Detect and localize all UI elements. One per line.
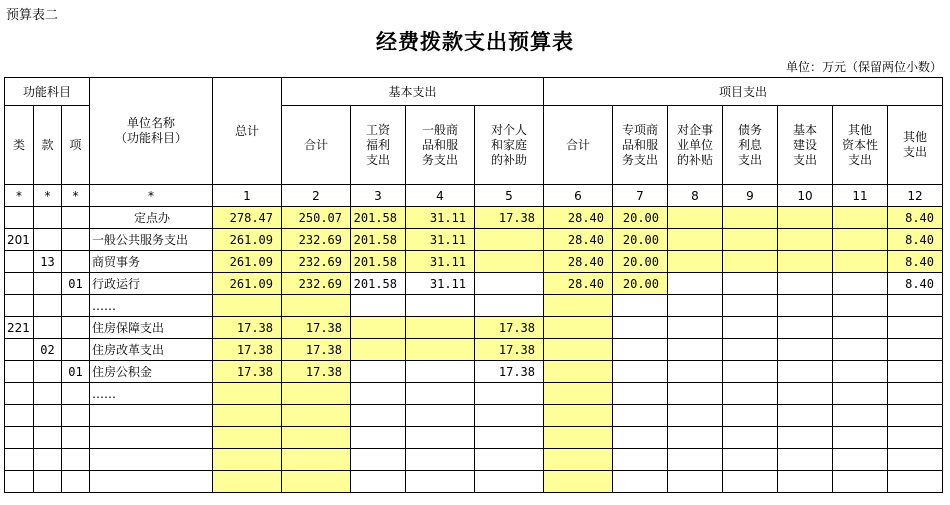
index-cell: * <box>90 185 213 207</box>
index-cell: * <box>34 185 62 207</box>
header-special-line3: 务支出 <box>621 152 658 167</box>
value-cell <box>613 317 668 339</box>
code-xiang <box>62 449 90 471</box>
value-cell <box>833 427 888 449</box>
value-cell <box>613 383 668 405</box>
value-cell <box>778 229 833 251</box>
code-xiang <box>62 405 90 427</box>
code-xiang: 01 <box>62 273 90 295</box>
budget-table <box>4 77 943 493</box>
value-cell: 232.69 <box>282 273 351 295</box>
value-cell <box>613 339 668 361</box>
index-cell: 10 <box>778 185 833 207</box>
value-cell <box>888 427 943 449</box>
value-cell <box>723 471 778 493</box>
header-wage-line2: 福利 <box>365 137 390 152</box>
value-cell <box>406 471 475 493</box>
value-cell <box>723 405 778 427</box>
unit-name-cell: …… <box>90 295 213 317</box>
value-cell: 17.38 <box>282 339 351 361</box>
value-cell: 31.11 <box>406 229 475 251</box>
value-cell <box>833 339 888 361</box>
code-xiang <box>62 427 90 449</box>
value-cell <box>475 471 544 493</box>
header-goods-line1: 一般商 <box>421 122 458 137</box>
value-cell <box>888 383 943 405</box>
value-cell <box>282 295 351 317</box>
value-cell <box>282 383 351 405</box>
value-cell <box>282 471 351 493</box>
value-cell <box>406 427 475 449</box>
code-xiang <box>62 383 90 405</box>
index-cell: 9 <box>723 185 778 207</box>
value-cell <box>544 317 613 339</box>
index-cell: 3 <box>351 185 406 207</box>
code-kuan <box>34 405 62 427</box>
value-cell <box>351 339 406 361</box>
value-cell <box>833 295 888 317</box>
value-cell <box>213 471 282 493</box>
value-cell <box>668 383 723 405</box>
unit-name-cell <box>90 427 213 449</box>
value-cell <box>778 449 833 471</box>
value-cell <box>475 427 544 449</box>
header-debt <box>723 106 778 185</box>
value-cell <box>351 383 406 405</box>
value-cell <box>406 361 475 383</box>
value-cell <box>475 295 544 317</box>
index-cell: 5 <box>475 185 544 207</box>
header-project-group: 项目支出 <box>544 78 943 106</box>
value-cell <box>723 251 778 273</box>
index-cell: 12 <box>888 185 943 207</box>
value-cell <box>723 383 778 405</box>
value-cell <box>213 427 282 449</box>
value-cell <box>888 317 943 339</box>
header-wage <box>351 106 406 185</box>
value-cell <box>723 317 778 339</box>
value-cell <box>778 471 833 493</box>
value-cell <box>888 295 943 317</box>
unit-name-cell: 一般公共服务支出 <box>90 229 213 251</box>
code-xiang <box>62 471 90 493</box>
value-cell <box>888 405 943 427</box>
code-kuan <box>34 229 62 251</box>
value-cell <box>778 251 833 273</box>
header-capital-line1: 其他 <box>847 122 872 137</box>
value-cell <box>544 361 613 383</box>
header-unit-name <box>90 78 213 185</box>
value-cell <box>833 449 888 471</box>
code-kuan <box>34 383 62 405</box>
value-cell <box>668 207 723 229</box>
value-cell <box>723 361 778 383</box>
header-construction-line1: 基本 <box>792 122 817 137</box>
header-personal-line1: 对个人 <box>490 122 527 137</box>
value-cell <box>613 427 668 449</box>
value-cell <box>723 207 778 229</box>
value-cell <box>778 383 833 405</box>
header-goods-line3: 务支出 <box>421 152 458 167</box>
unit-note: 单位：万元（保留两位小数） <box>785 60 942 74</box>
value-cell <box>668 361 723 383</box>
table-row <box>5 383 943 405</box>
value-cell: 31.11 <box>406 251 475 273</box>
value-cell: 8.40 <box>888 229 943 251</box>
value-cell <box>668 471 723 493</box>
unit-name-cell: 行政运行 <box>90 273 213 295</box>
value-cell <box>668 295 723 317</box>
value-cell: 201.58 <box>351 273 406 295</box>
value-cell: 8.40 <box>888 273 943 295</box>
code-lei <box>5 471 34 493</box>
value-cell <box>723 229 778 251</box>
value-cell <box>668 229 723 251</box>
value-cell <box>833 273 888 295</box>
value-cell <box>406 295 475 317</box>
header-wage-line1: 工资 <box>365 122 390 137</box>
value-cell <box>544 471 613 493</box>
code-xiang: 01 <box>62 361 90 383</box>
value-cell: 17.38 <box>475 207 544 229</box>
value-cell <box>723 273 778 295</box>
header-goods <box>406 106 475 185</box>
header-basic-group: 基本支出 <box>282 78 544 106</box>
table-row <box>5 295 943 317</box>
code-lei <box>5 295 34 317</box>
value-cell: 20.00 <box>613 273 668 295</box>
value-cell: 28.40 <box>544 251 613 273</box>
value-cell <box>668 273 723 295</box>
index-row <box>5 185 943 207</box>
value-cell <box>778 295 833 317</box>
value-cell: 31.11 <box>406 273 475 295</box>
value-cell <box>282 405 351 427</box>
value-cell <box>406 339 475 361</box>
value-cell <box>351 405 406 427</box>
value-cell: 261.09 <box>213 273 282 295</box>
value-cell: 20.00 <box>613 207 668 229</box>
value-cell: 17.38 <box>282 317 351 339</box>
value-cell: 31.11 <box>406 207 475 229</box>
code-kuan: 13 <box>34 251 62 273</box>
value-cell <box>282 449 351 471</box>
code-lei <box>5 383 34 405</box>
value-cell <box>833 229 888 251</box>
value-cell <box>723 449 778 471</box>
value-cell <box>282 427 351 449</box>
value-cell <box>723 295 778 317</box>
value-cell <box>833 317 888 339</box>
value-cell: 8.40 <box>888 207 943 229</box>
unit-name-cell: 住房保障支出 <box>90 317 213 339</box>
value-cell: 201.58 <box>351 207 406 229</box>
table-row <box>5 361 943 383</box>
value-cell: 201.58 <box>351 229 406 251</box>
index-cell: 2 <box>282 185 351 207</box>
value-cell <box>668 339 723 361</box>
unit-name-cell <box>90 405 213 427</box>
code-lei <box>5 449 34 471</box>
table-row <box>5 471 943 493</box>
index-cell: 1 <box>213 185 282 207</box>
index-cell: * <box>62 185 90 207</box>
value-cell: 232.69 <box>282 229 351 251</box>
header-kuan: 款 <box>34 106 62 185</box>
header-wage-line3: 支出 <box>365 152 390 167</box>
value-cell: 28.40 <box>544 273 613 295</box>
header-unit-name-line2: （功能科目） <box>114 131 187 145</box>
value-cell <box>351 295 406 317</box>
value-cell <box>778 405 833 427</box>
index-cell: 8 <box>668 185 723 207</box>
value-cell <box>613 449 668 471</box>
header-other-line1: 其他 <box>902 130 927 144</box>
header-construction-line2: 建设 <box>792 137 817 152</box>
unit-name-cell <box>90 471 213 493</box>
header-other <box>888 106 943 185</box>
value-cell <box>475 449 544 471</box>
value-cell <box>668 427 723 449</box>
index-cell: * <box>5 185 34 207</box>
code-xiang <box>62 295 90 317</box>
code-lei <box>5 427 34 449</box>
value-cell <box>888 449 943 471</box>
code-lei: 221 <box>5 317 34 339</box>
header-total: 总计 <box>213 78 282 185</box>
code-lei <box>5 273 34 295</box>
table-row <box>5 427 943 449</box>
code-xiang <box>62 207 90 229</box>
value-cell <box>213 383 282 405</box>
value-cell: 17.38 <box>475 339 544 361</box>
value-cell <box>778 361 833 383</box>
table-row <box>5 207 943 229</box>
value-cell <box>778 427 833 449</box>
value-cell <box>723 427 778 449</box>
value-cell <box>888 339 943 361</box>
code-kuan <box>34 427 62 449</box>
value-cell <box>833 405 888 427</box>
table-row <box>5 251 943 273</box>
code-kuan <box>34 449 62 471</box>
code-kuan: 02 <box>34 339 62 361</box>
header-capital <box>833 106 888 185</box>
value-cell: 20.00 <box>613 251 668 273</box>
value-cell <box>351 361 406 383</box>
header-special-line2: 品和服 <box>621 137 658 152</box>
code-kuan <box>34 317 62 339</box>
header-enterprise-line2: 业单位 <box>676 137 713 152</box>
corner-label: 预算表二 <box>6 8 59 23</box>
value-cell: 28.40 <box>544 207 613 229</box>
value-cell <box>778 317 833 339</box>
value-cell: 17.38 <box>213 339 282 361</box>
index-cell: 7 <box>613 185 668 207</box>
header-construction <box>778 106 833 185</box>
value-cell <box>406 317 475 339</box>
header-special-line1: 专项商 <box>621 122 658 137</box>
header-func-group: 功能科目 <box>5 78 90 106</box>
code-lei <box>5 339 34 361</box>
code-lei <box>5 207 34 229</box>
value-cell <box>613 361 668 383</box>
value-cell: 17.38 <box>282 361 351 383</box>
header-construction-line3: 支出 <box>792 152 817 167</box>
value-cell <box>668 449 723 471</box>
value-cell <box>833 207 888 229</box>
value-cell <box>668 405 723 427</box>
header-basic-sum: 合计 <box>282 106 351 185</box>
unit-name-cell: 定点办 <box>90 207 213 229</box>
unit-name-cell: …… <box>90 383 213 405</box>
value-cell <box>475 229 544 251</box>
code-kuan <box>34 295 62 317</box>
header-enterprise-line3: 的补贴 <box>676 152 713 167</box>
code-xiang <box>62 229 90 251</box>
code-xiang <box>62 339 90 361</box>
value-cell: 17.38 <box>475 361 544 383</box>
index-cell: 6 <box>544 185 613 207</box>
code-kuan <box>34 361 62 383</box>
value-cell <box>213 405 282 427</box>
value-cell <box>351 427 406 449</box>
table-row <box>5 273 943 295</box>
header-lei: 类 <box>5 106 34 185</box>
header-capital-line3: 支出 <box>847 152 872 167</box>
header-special <box>613 106 668 185</box>
code-lei <box>5 405 34 427</box>
value-cell: 250.07 <box>282 207 351 229</box>
table-row <box>5 229 943 251</box>
unit-name-cell: 商贸事务 <box>90 251 213 273</box>
value-cell <box>544 405 613 427</box>
value-cell <box>778 207 833 229</box>
value-cell <box>544 383 613 405</box>
code-kuan <box>34 273 62 295</box>
table-row <box>5 339 943 361</box>
value-cell <box>833 361 888 383</box>
value-cell: 17.38 <box>475 317 544 339</box>
value-cell: 17.38 <box>213 361 282 383</box>
header-personal-line3: 的补助 <box>490 152 527 167</box>
code-kuan <box>34 471 62 493</box>
value-cell <box>544 427 613 449</box>
value-cell <box>833 471 888 493</box>
value-cell <box>613 405 668 427</box>
header-unit-name-line1: 单位名称 <box>126 116 175 130</box>
value-cell: 232.69 <box>282 251 351 273</box>
header-enterprise-line1: 对企事 <box>676 122 713 137</box>
value-cell <box>213 449 282 471</box>
value-cell <box>613 471 668 493</box>
value-cell <box>723 339 778 361</box>
value-cell <box>778 339 833 361</box>
unit-name-cell: 住房公积金 <box>90 361 213 383</box>
code-kuan <box>34 207 62 229</box>
code-xiang <box>62 317 90 339</box>
header-xiang: 项 <box>62 106 90 185</box>
index-cell: 4 <box>406 185 475 207</box>
value-cell: 201.58 <box>351 251 406 273</box>
header-debt-line3: 支出 <box>737 152 762 167</box>
value-cell <box>351 449 406 471</box>
value-cell <box>475 273 544 295</box>
value-cell <box>475 251 544 273</box>
value-cell <box>406 405 475 427</box>
value-cell <box>406 383 475 405</box>
header-capital-line2: 资本性 <box>841 137 878 152</box>
unit-name-cell: 住房改革支出 <box>90 339 213 361</box>
table-row <box>5 449 943 471</box>
value-cell: 17.38 <box>213 317 282 339</box>
value-cell <box>351 471 406 493</box>
value-cell <box>888 361 943 383</box>
value-cell <box>833 251 888 273</box>
header-enterprise <box>668 106 723 185</box>
header-other-line2: 支出 <box>902 145 927 159</box>
table-row <box>5 405 943 427</box>
table-row <box>5 317 943 339</box>
value-cell <box>544 339 613 361</box>
value-cell: 261.09 <box>213 229 282 251</box>
value-cell: 28.40 <box>544 229 613 251</box>
header-proj-sum: 合计 <box>544 106 613 185</box>
value-cell: 278.47 <box>213 207 282 229</box>
header-personal <box>475 106 544 185</box>
value-cell: 261.09 <box>213 251 282 273</box>
value-cell <box>351 317 406 339</box>
value-cell <box>544 449 613 471</box>
value-cell: 8.40 <box>888 251 943 273</box>
value-cell <box>406 449 475 471</box>
value-cell <box>668 251 723 273</box>
page-title: 经费拨款支出预算表 <box>376 29 574 54</box>
code-lei: 201 <box>5 229 34 251</box>
value-cell: 20.00 <box>613 229 668 251</box>
value-cell <box>544 295 613 317</box>
code-lei <box>5 361 34 383</box>
code-lei <box>5 251 34 273</box>
value-cell <box>833 383 888 405</box>
value-cell <box>475 383 544 405</box>
code-xiang <box>62 251 90 273</box>
header-debt-line2: 利息 <box>737 137 762 152</box>
value-cell <box>213 295 282 317</box>
header-debt-line1: 债务 <box>737 122 762 137</box>
value-cell <box>668 317 723 339</box>
unit-name-cell <box>90 449 213 471</box>
value-cell <box>475 405 544 427</box>
index-cell: 11 <box>833 185 888 207</box>
value-cell <box>888 471 943 493</box>
value-cell <box>613 295 668 317</box>
header-personal-line2: 和家庭 <box>490 137 527 152</box>
header-goods-line2: 品和服 <box>421 137 458 152</box>
value-cell <box>778 273 833 295</box>
